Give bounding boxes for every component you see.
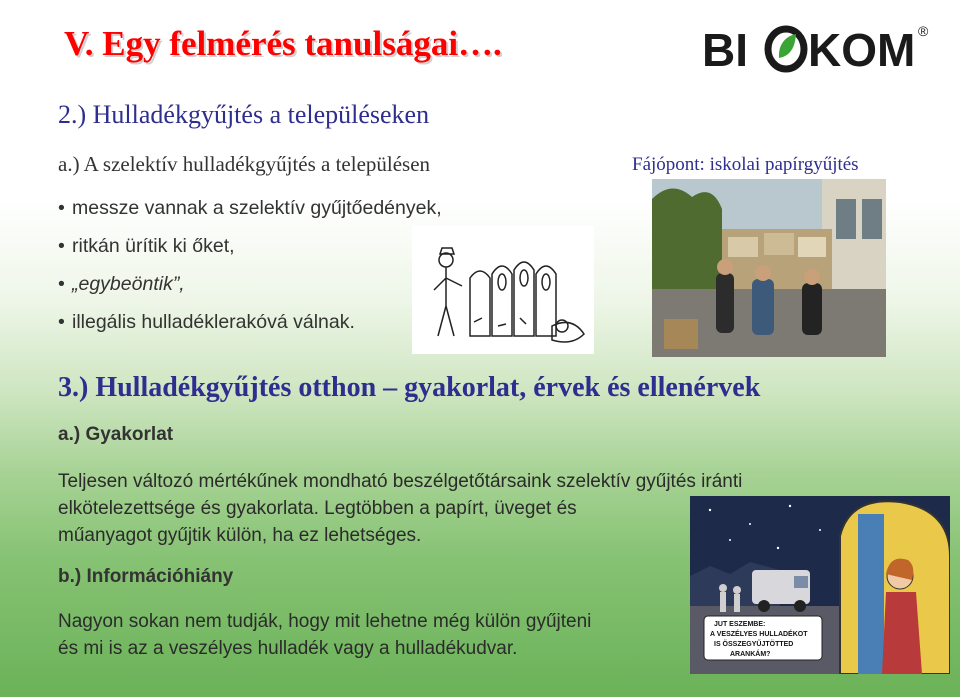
- section-3-heading: 3.) Hulladékgyűjtés otthon – gyakorlat, érvek és ellenérvek: [58, 372, 761, 403]
- cartoon-bubble-line: A VESZÉLYES HULLADÉKOT: [710, 631, 808, 638]
- cartoon-bubble-line: ARANKÁM?: [730, 651, 771, 658]
- slide-title: V. Egy felmérés tanulságai….: [64, 24, 502, 63]
- bullet-item: [58, 271, 442, 309]
- practice-heading: a.) Gyakorlat: [58, 424, 174, 445]
- waste-bins-sketch: [412, 226, 594, 354]
- section-a-heading: a.) A szelektív hulladékgyűjtés a településen: [58, 152, 431, 176]
- bullet-text: ritkán ürítik ki őket,: [72, 235, 235, 257]
- practice-text-line: műanyagot gyűjtik külön, ha ez lehetséges.: [58, 525, 422, 546]
- logo-text-right: KOM: [808, 24, 916, 76]
- cartoon-bubble-line: IS ÖSSZEGYŰJTÖTTED: [714, 641, 794, 648]
- bullet-text: „egybeöntik”,: [72, 273, 185, 295]
- bullet-dot: •: [58, 197, 65, 219]
- bullet-dot: •: [58, 311, 65, 333]
- info-text-line: Nagyon sokan nem tudják, hogy mit lehetne még külön gyűjteni: [58, 611, 592, 632]
- leaf-icon: [768, 29, 804, 69]
- bullet-text: illegális hulladéklerakóvá válnak.: [72, 311, 355, 333]
- bullet-item: [58, 195, 442, 233]
- problem-list: [58, 195, 442, 347]
- cartoon-bubble-top: JUT ESZEMBE:: [714, 621, 766, 628]
- logo-text-left: BI: [702, 24, 748, 76]
- slide-subtitle: 2.) Hulladékgyűjtés a településeken: [58, 100, 430, 129]
- school-paper-collection-photo: [652, 179, 886, 357]
- info-text-line: és mi is az a veszélyes hulladék vagy a hulladékudvar.: [58, 638, 518, 659]
- practice-text-line: Teljesen változó mértékűnek mondható beszélgetőtársaink szelektív gyűjtés iránti: [58, 471, 743, 492]
- hazardous-waste-cartoon: [690, 496, 950, 674]
- bullet-item: [58, 309, 442, 347]
- bullet-dot: •: [58, 235, 65, 257]
- bullet-text: messze vannak a szelektív gyűjtőedények,: [72, 197, 442, 219]
- bullet-dot: •: [58, 273, 65, 295]
- registered-mark: ®: [918, 23, 929, 39]
- photo-caption: Fájópont: iskolai papírgyűjtés: [632, 154, 859, 175]
- info-heading: b.) Információhiány: [58, 566, 234, 587]
- biokom-logo: [700, 20, 932, 76]
- bullet-item: [58, 233, 442, 271]
- practice-text-line: elkötelezettsége és gyakorlata. Legtöbben a papírt, üveget és: [58, 498, 577, 519]
